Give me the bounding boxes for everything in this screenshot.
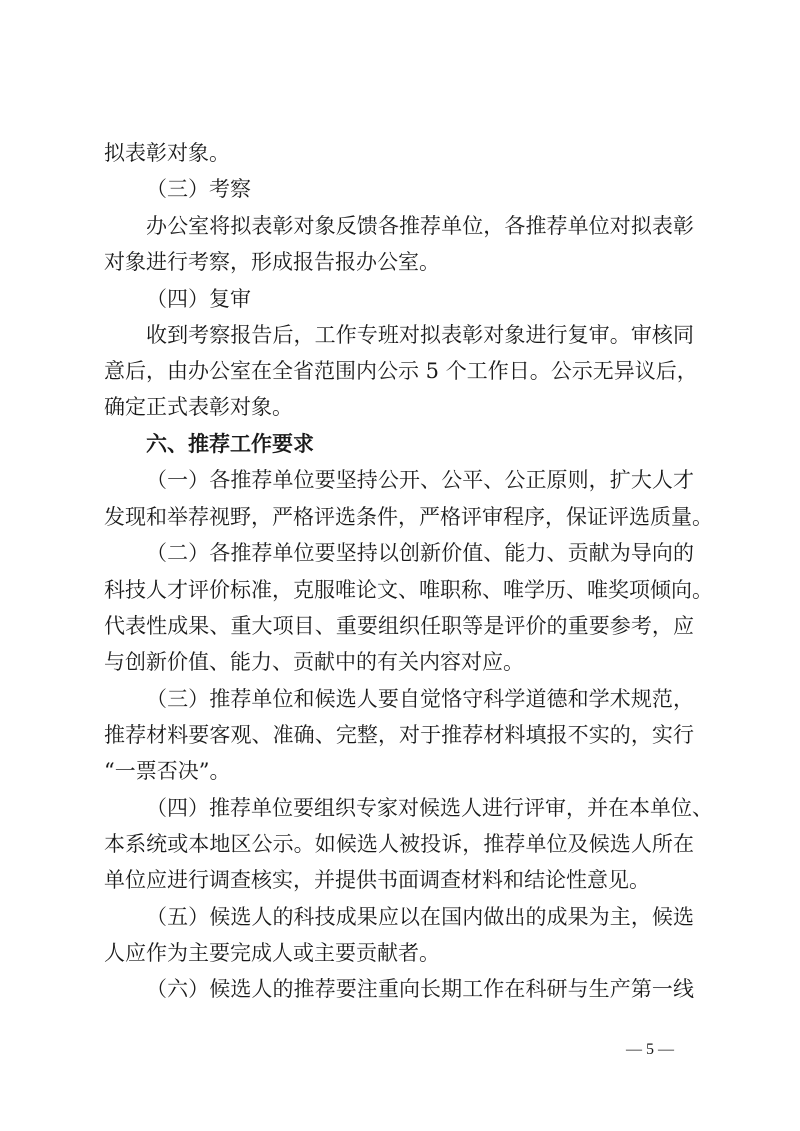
text-line: 办公室将拟表彰对象反馈各推荐单位，各推荐单位对拟表彰 — [146, 214, 694, 238]
chapter-heading: 六、推荐工作要求 — [146, 432, 314, 456]
section-heading: （三）考察 — [146, 177, 251, 201]
text-line: （四）推荐单位要组织专家对候选人进行评审，并在本单位、 — [146, 796, 713, 820]
text-line: 科技人才评价标准，克服唯论文、唯职称、唯学历、唯奖项倾向。 — [104, 578, 713, 602]
text-line: 拟表彰对象。 — [104, 141, 230, 165]
text-line: 人应作为主要完成人或主要贡献者。 — [104, 941, 440, 965]
text-line: （五）候选人的科技成果应以在国内做出的成果为主，候选 — [146, 905, 694, 929]
text-line: 单位应进行调查核实，并提供书面调查材料和结论性意见。 — [104, 868, 650, 892]
text-line: （二）各推荐单位要坚持以创新价值、能力、贡献为导向的 — [146, 541, 694, 565]
text-line: （六）候选人的推荐要注重向长期工作在科研与生产第一线 — [146, 977, 694, 1001]
text-line: （一）各推荐单位要坚持公开、公平、公正原则，扩大人才 — [146, 468, 694, 492]
text-line: 确定正式表彰对象。 — [104, 395, 293, 419]
text-line: 发现和举荐视野，严格评选条件，严格评审程序，保证评选质量。 — [104, 505, 713, 529]
text-line: （三）推荐单位和候选人要自觉恪守科学道德和学术规范， — [146, 687, 694, 711]
text-line: 推荐材料要客观、准确、完整，对于推荐材料填报不实的，实行 — [104, 723, 694, 747]
page-number: — 5 — — [626, 1041, 674, 1058]
text-line: 本系统或本地区公示。如候选人被投诉，推荐单位及候选人所在 — [104, 832, 694, 856]
text-line: 与创新价值、能力、贡献中的有关内容对应。 — [104, 650, 524, 674]
text-line: 对象进行考察，形成报告报办公室。 — [104, 250, 440, 274]
section-heading: （四）复审 — [146, 287, 251, 311]
text-line: 代表性成果、重大项目、重要组织任职等是评价的重要参考，应 — [104, 614, 694, 638]
text-line: 收到考察报告后，工作专班对拟表彰对象进行复审。审核同 — [146, 323, 694, 347]
text-line: 意后，由办公室在全省范围内公示 5 个工作日。公示无异议后， — [104, 359, 698, 383]
text-line: “一票否决”。 — [104, 759, 231, 783]
